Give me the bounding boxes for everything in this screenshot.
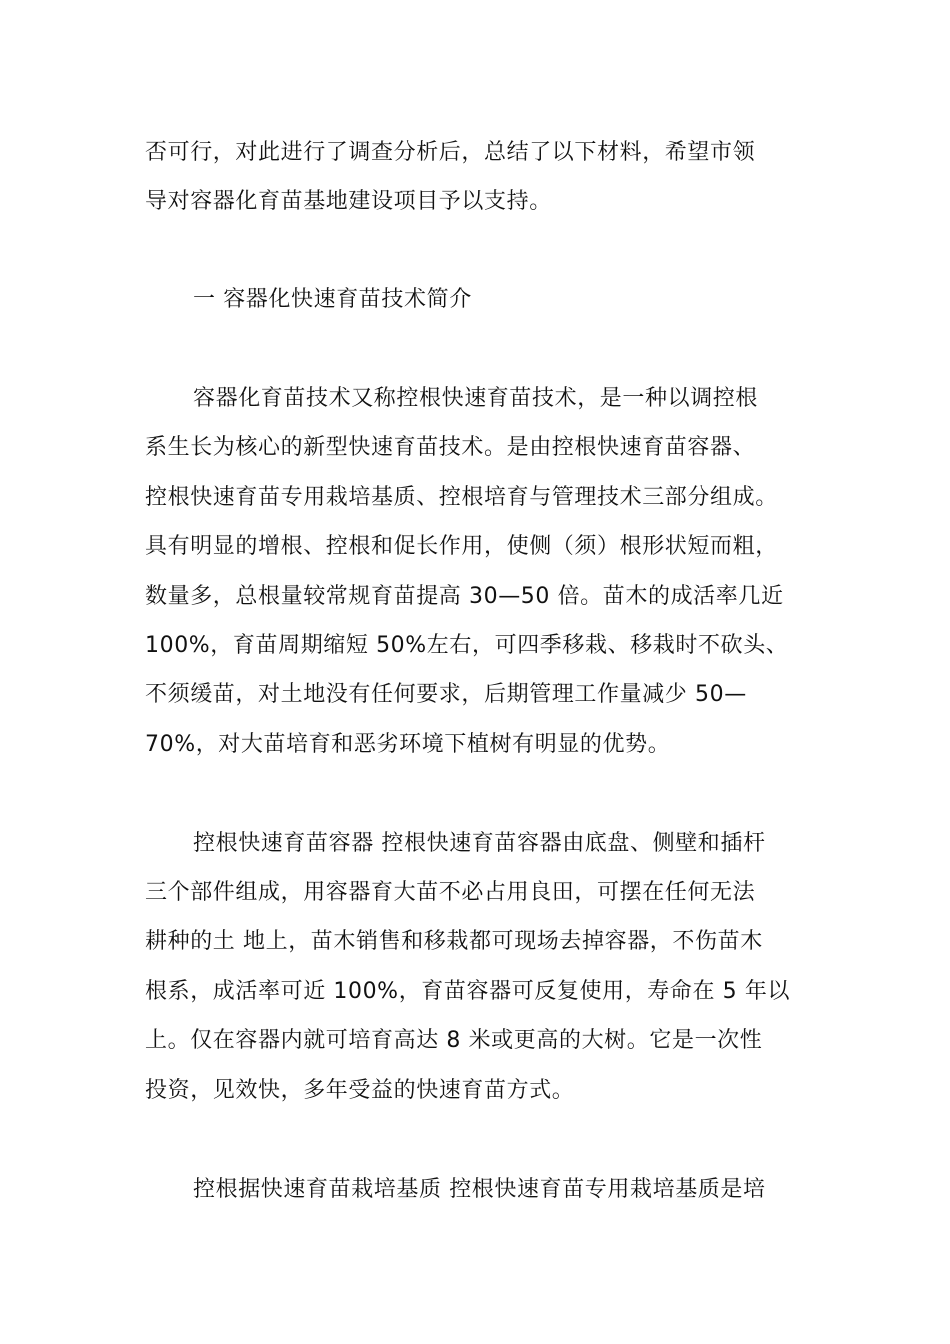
section-heading: 一 容器化快速育苗技术简介	[193, 287, 472, 312]
paragraph-line: 上。仅在容器内就可培育高达 8 米或更高的大树。它是一次性	[145, 1028, 763, 1053]
paragraph-line: 耕种的土 地上，苗木销售和移栽都可现场去掉容器，不伤苗木	[145, 929, 763, 954]
paragraph-line: 数量多，总根量较常规育苗提高 30—50 倍。苗木的成活率几近	[145, 584, 784, 609]
paragraph-line: 导对容器化育苗基地建设项目予以支持。	[145, 189, 552, 214]
paragraph-line: 100%，育苗周期缩短 50%左右，可四季移栽、移栽时不砍头、	[145, 633, 789, 658]
paragraph-line: 容器化育苗技术又称控根快速育苗技术，是一种以调控根	[193, 386, 759, 411]
paragraph-line: 否可行，对此进行了调查分析后，总结了以下材料，希望市领	[145, 140, 756, 165]
paragraph-line: 三个部件组成，用容器育大苗不必占用良田，可摆在任何无法	[145, 880, 756, 905]
paragraph-line: 具有明显的增根、控根和促长作用，使侧（须）根形状短而粗，	[145, 534, 778, 559]
paragraph-line: 不须缓苗，对土地没有任何要求，后期管理工作量减少 50—	[145, 682, 747, 707]
paragraph-line: 控根据快速育苗栽培基质 控根快速育苗专用栽培基质是培	[193, 1177, 766, 1202]
paragraph-line: 控根快速育苗容器 控根快速育苗容器由底盘、侧壁和插杆	[193, 831, 766, 856]
paragraph-line: 系生长为核心的新型快速育苗技术。是由控根快速育苗容器、	[145, 435, 756, 460]
paragraph-line: 投资，见效快，多年受益的快速育苗方式。	[145, 1078, 575, 1103]
paragraph-line: 70%，对大苗培育和恶劣环境下植树有明显的优势。	[145, 732, 671, 757]
paragraph-line: 控根快速育苗专用栽培基质、控根培育与管理技术三部分组成。	[145, 485, 778, 510]
paragraph-line: 根系，成活率可近 100%，育苗容器可反复使用，寿命在 5 年以	[145, 979, 791, 1004]
